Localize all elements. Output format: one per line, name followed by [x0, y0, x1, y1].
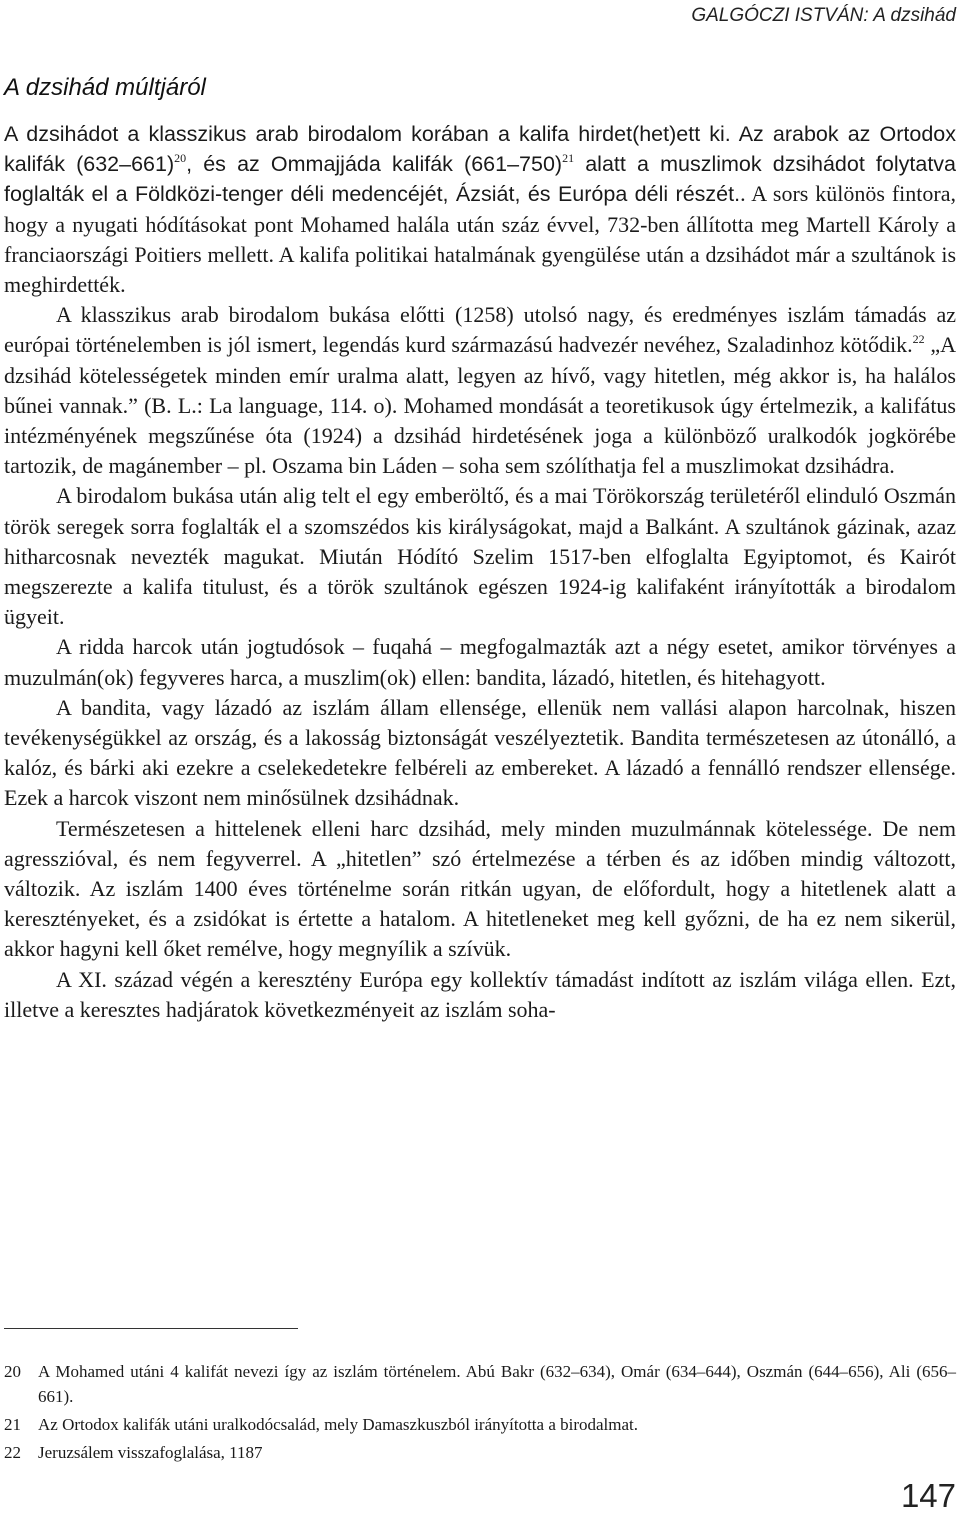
paragraph-4: A ridda harcok után jogtudósok – fuqahá – megfogalmazták azt a négy esetet, amikor törvényes a muzulmán(ok) fegyveres harca, a muszlim(ok) ellen: bandita, lázadó, hitetlen, és hitehagyott. — [4, 634, 956, 690]
paragraph-6: Természetesen a hittelenek elleni harc dzsihád, mely minden muzulmánnak kötelessége. De nem agresszióval, és nem fegyverrel. A „hitetlen” szó értelmezése a térben és az időben mindig változott, változik. Az iszlám 1400 éves történelme során ritkán ugyan, de előfordult, hogy a hitetlenek alatt a keresztényeket, és a zsidókat is értette a hatalom. A hitetleneket meg kell győzni, de ha ez nem sikerül, akkor hagyni kell őket remélve, hogy megnyílik a szívük. — [4, 815, 956, 962]
footnote-22 — [4, 1440, 956, 1465]
footnote-text: Az Ortodox kalifák utáni uralkodócsalád, mely Damaszkuszból irányította a birodalmat. — [38, 1415, 639, 1434]
paragraph-2-part-b: „A dzsihád kötelességetek minden emír uralma alatt, legyen az hívő, vagy hitetlen, még akkor is, ha halálos bűnei vannak.” (B. L.: La language, 114. o). Mohamed mondását a teoretikusok úgy értelmezik, a kalifátus intézményének megszűnése óta (1924) a dzsihád hirdetésének joga a különböző uralkodók jogkörébe tartozik, de magánember – pl. Oszama bin Láden – soha sem szólíthatja fel a muszlimokat dzsihádra. — [4, 332, 956, 479]
footnote-divider — [4, 1328, 298, 1329]
footnote-20 — [4, 1359, 956, 1409]
footnote-ref-21: 21 — [562, 151, 575, 166]
footnote-text: Jeruzsálem visszafoglalása, 1187 — [38, 1443, 263, 1462]
paragraph-3: A birodalom bukása után alig telt el egy emberöltő, és a mai Törökország területéről elinduló Oszmán török seregek sorra foglalták el a szomszédos kis királyságokat, majd a Balkánt. A szultánok gázinak, azaz hitharcosnak nevezték magukat. Miután Hódító Szelim 1517-ben elfoglalta Egyiptomot, és Kairót megszerezte a kalifa titulust, és a török szultánok egészen 1924-ig kalifaként irányították a birodalom ügyeit. — [4, 483, 956, 630]
section-title: A dzsihád múltjáról — [4, 74, 206, 101]
paragraph-5: A bandita, vagy lázadó az iszlám állam ellensége, ellenük nem vallási alapon harcolnak, hiszen tevékenységükkel az ország, és a lakosság biztonságát veszélyeztetik. Bandita természetesen az útonálló, a kalóz, és bárki aki ezekre a cselekedetekre felbéreli az embereket. A lázadó a fennálló rendszer ellensége. Ezek a harcok viszont nem minősülnek dzsihádnak. — [4, 694, 956, 811]
footnote-text: A Mohamed utáni 4 kalifát nevezi így az iszlám történelem. Abú Bakr (632–634), Omár (634–644), Oszmán (644–656), Ali (656–661). — [38, 1362, 956, 1406]
paragraph-1-part-d: . A sors különös fintora, hogy a nyugati hódításokat pont Mohamed halála után száz évvel, 732-ben állította meg Martell Károly a franciaországi Poitiers mellett. A kalifa politikai hatalmának gyengülése után a dzsihádot már a szultánok is meghirdették. — [4, 181, 956, 298]
footnote-ref-20: 20 — [174, 151, 187, 166]
body-text — [4, 119, 956, 1025]
footnote-number: 21 — [4, 1415, 21, 1434]
paragraph-1-part-c: alatt a muszlimok dzsihádot folytatva foglalták el a Földközi-tenger déli medencéjét, Ázsiát, és Európa déli részét. — [4, 152, 956, 207]
paragraph-7: A XI. század végén a keresztény Európa egy kollektív támadást indított az iszlám világa ellen. Ezt, illetve a keresztes hadjáratok következményeit az iszlám soha- — [4, 966, 956, 1022]
footnote-ref-22: 22 — [912, 332, 925, 347]
running-head: GALGÓCZI ISTVÁN: A dzsihád — [691, 5, 956, 26]
footnote-21 — [4, 1412, 956, 1437]
paragraph-2 — [4, 300, 956, 481]
footnote-number: 22 — [4, 1443, 21, 1462]
paragraph-1-part-a: A dzsihádot a klasszikus arab birodalom korában a kalifa hirdet(het)ett ki. Az arabok az Ortodox kalifák (632–661) — [4, 122, 956, 177]
paragraph-1-part-b: , és az Ommajjáda kalifák (661–750) — [186, 152, 563, 177]
paragraph-1 — [4, 119, 956, 300]
paragraph-2-part-a: A klasszikus arab birodalom bukása előtti (1258) utolsó nagy, és eredményes iszlám támadás az európai történelemben is jól ismert, legendás kurd származású hadvezér nevéhez, Szaladinhoz kötődik. — [4, 302, 956, 358]
footnotes — [4, 1359, 956, 1468]
page-number: 147 — [900, 1477, 956, 1514]
footnote-number: 20 — [4, 1362, 21, 1381]
